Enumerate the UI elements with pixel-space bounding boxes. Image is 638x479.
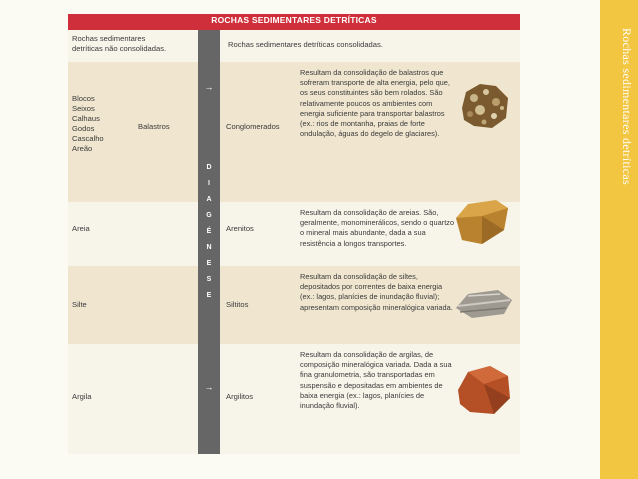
diagenesis-letter: N [206, 244, 212, 251]
diagenesis-letter: G [206, 212, 212, 219]
diagenesis-letter: I [208, 180, 210, 187]
sediments-row-1: Blocos Seixos Calhaus Godos Cascalho Areão [72, 94, 104, 153]
sedimentary-rocks-table [68, 14, 520, 454]
rock-name-argilitos: Argilitos [226, 392, 254, 401]
description-siltitos: Resultam da consolidação de siltes, depositados por correntes de baixa energia (ex.: lagos, planícies de inundação fluvial); apresentam composição mineralógica variada. [300, 272, 453, 312]
mudstone-rock-image [454, 362, 514, 420]
arrow-row-1: → [204, 82, 214, 92]
diagenesis-letter: D [206, 164, 212, 171]
sidebar-title: Rochas sedimentares detríticas [620, 28, 634, 185]
sediments-row-3: Silte [72, 300, 87, 309]
diagenesis-letter: É [206, 228, 212, 235]
conglomerate-rock-image [456, 78, 512, 134]
diagenesis-letter: E [206, 260, 212, 267]
rock-name-siltitos: Siltitos [226, 300, 249, 309]
column-header-consolidated: Rochas sedimentares detríticas consolidadas. [228, 40, 383, 49]
sediments-row-4: Argila [72, 392, 92, 401]
diagenesis-letter: E [206, 292, 212, 299]
table-header-title: ROCHAS SEDIMENTARES DETRÍTICAS [211, 15, 377, 25]
description-conglomerados: Resultam da consolidação de balastros que sofreram transporte de alta energia, pelo que, os seus constituintes são bem rolados. São relativamente poucos os ambientes com energia suficiente para transportar balastros (ex.: rios de montanha, praias de forte ondulação, águas do degelo de glaciares). [300, 68, 450, 139]
diagenesis-letter: A [206, 196, 212, 203]
diagenesis-letter: S [206, 276, 212, 283]
sandstone-rock-image [452, 196, 512, 248]
group-row-1: Balastros [138, 122, 170, 131]
siltstone-rock-image [454, 282, 514, 324]
sediments-row-2: Areia [72, 224, 90, 233]
rock-name-conglomerados: Conglomerados [226, 122, 280, 131]
description-argilitos: Resultam da consolidação de argilas, de composição mineralógica variada. Dada a sua fina granulometria, são transportadas em suspensão e depositadas em ambientes de baixa energia (ex.: lagos, planícies de inundação fluvial). [300, 350, 452, 411]
rock-name-arenitos: Arenitos [226, 224, 254, 233]
column-header-unconsolidated: Rochas sedimentares detríticas não consolidadas. [72, 34, 167, 53]
arrow-row-4: → [204, 382, 214, 392]
description-arenitos: Resultam da consolidação de areias. São, geralmente, monominerálicos, sendo o quartzo o mineral mais abundante, dada a sua resistência a longos transportes. [300, 208, 455, 248]
